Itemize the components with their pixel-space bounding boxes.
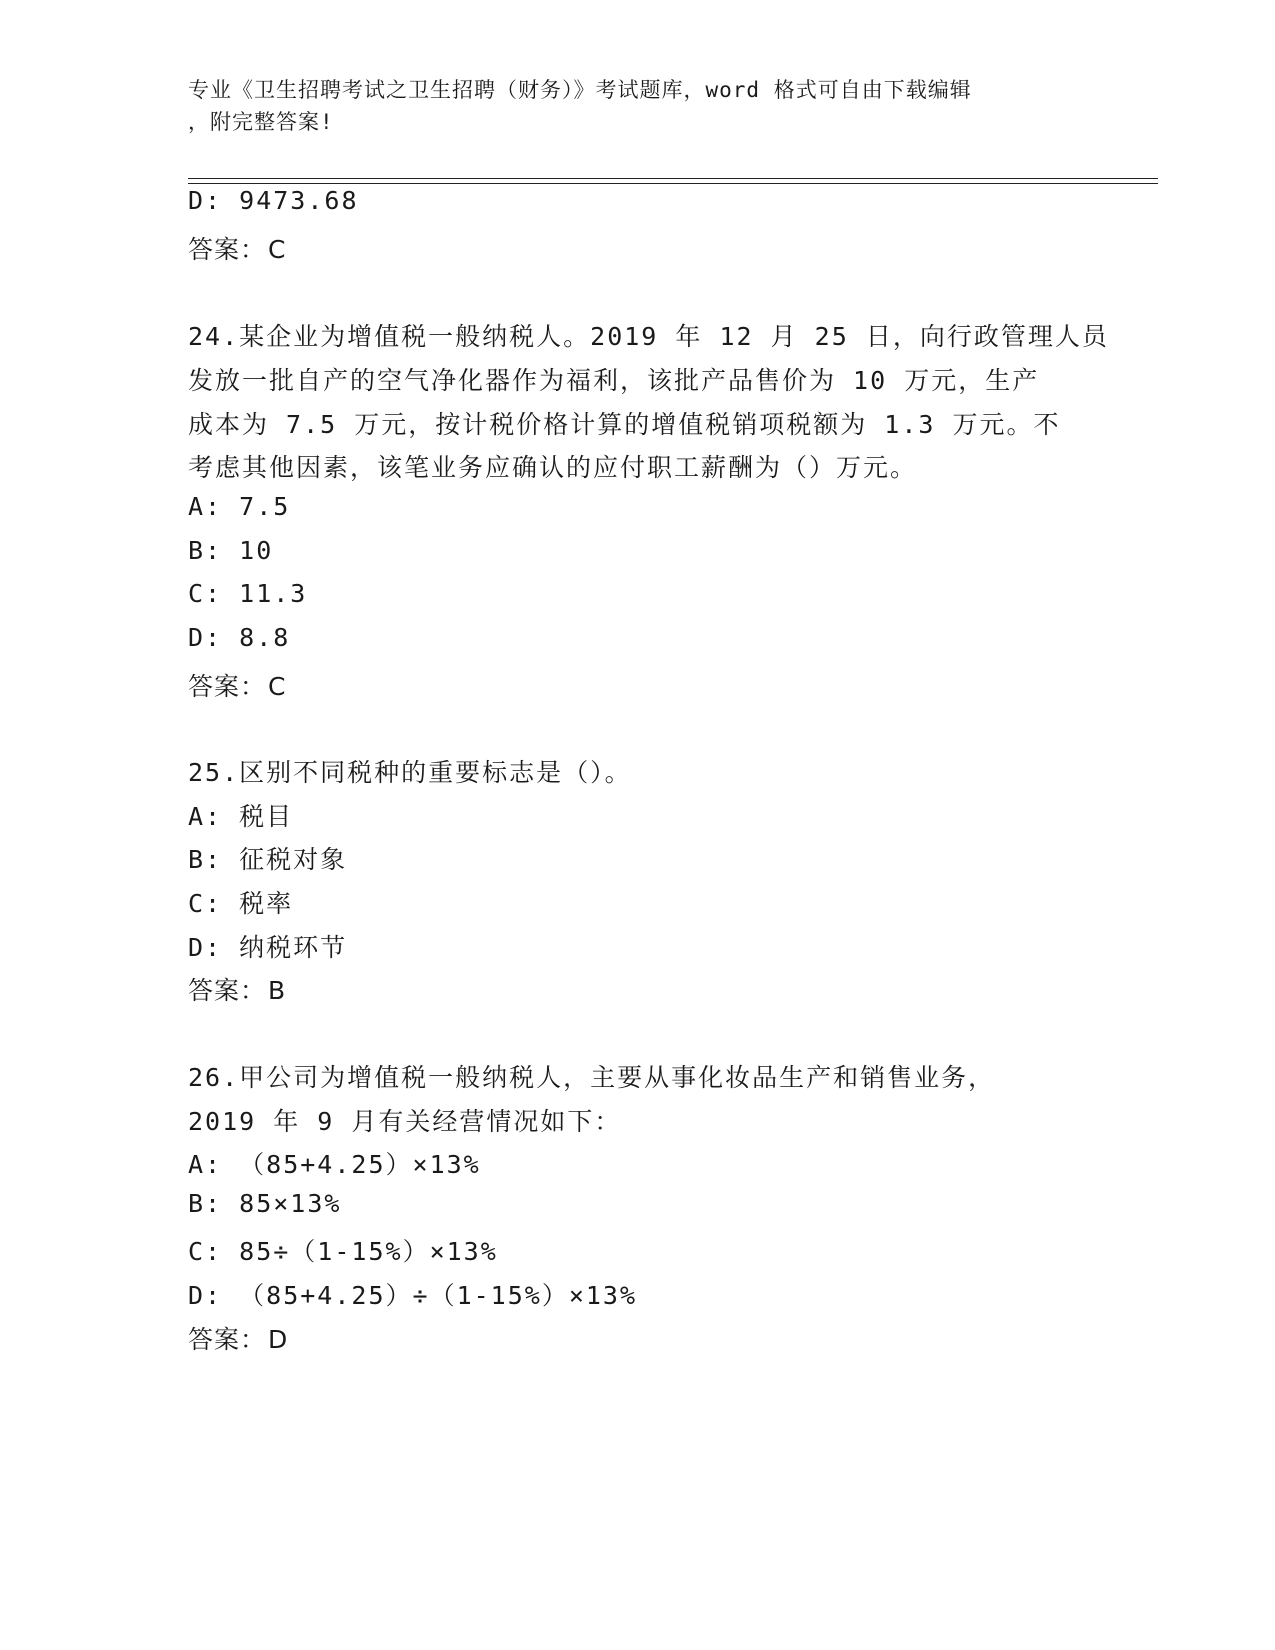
q24-option-d: D: 8.8 xyxy=(188,623,291,652)
q24-option-c: C: 11.3 xyxy=(188,579,308,608)
q24-option-b: B: 10 xyxy=(188,536,274,565)
q24-stem-line-3: 成本为 7.5 万元，按计税价格计算的增值税销项税额为 1.3 万元。不 xyxy=(188,410,1061,439)
q25-option-d: D: 纳税环节 xyxy=(188,933,348,962)
q25-option-c: C: 税率 xyxy=(188,889,294,918)
q26-answer xyxy=(188,1320,288,1356)
q26-option-a: A: （85+4.25）×13% xyxy=(188,1150,481,1179)
q25-stem-line-1: 25.区别不同税种的重要标志是（）。 xyxy=(188,758,632,787)
prev-option-d: D: 9473.68 xyxy=(188,186,359,215)
q24-answer xyxy=(188,667,286,703)
q26-option-b: B: 85×13% xyxy=(188,1189,342,1218)
q26-option-d: D: （85+4.25）÷（1-15%）×13% xyxy=(188,1281,638,1310)
answer-value: B xyxy=(268,976,287,1005)
header-rule-bottom xyxy=(188,183,1158,184)
header-line-1: 专业《卫生招聘考试之卫生招聘（财务）》考试题库，word 格式可自由下载编辑 xyxy=(188,78,972,102)
header-rule-top xyxy=(188,178,1158,179)
q25-answer xyxy=(188,971,286,1007)
q24-stem-line-2: 发放一批自产的空气净化器作为福利，该批产品售价为 10 万元，生产 xyxy=(188,366,1040,395)
q26-stem-line-2: 2019 年 9 月有关经营情况如下： xyxy=(188,1107,622,1136)
q24-stem-line-4: 考虑其他因素，该笔业务应确认的应付职工薪酬为（）万元。 xyxy=(188,453,918,482)
q25-option-a: A: 税目 xyxy=(188,802,294,831)
q24-stem-line-1: 24.某企业为增值税一般纳税人。2019 年 12 月 25 日，向行政管理人员 xyxy=(188,322,1109,351)
answer-value: C xyxy=(268,235,287,264)
answer-label: 答案： xyxy=(188,235,267,264)
q24-option-a: A: 7.5 xyxy=(188,492,291,521)
answer-value: C xyxy=(268,672,287,701)
answer-label: 答案： xyxy=(188,1325,267,1354)
prev-answer xyxy=(188,230,286,266)
answer-label: 答案： xyxy=(188,976,267,1005)
q26-stem-line-1: 26.甲公司为增值税一般纳税人，主要从事化妆品生产和销售业务， xyxy=(188,1063,996,1092)
document-header xyxy=(188,74,1068,138)
q25-option-b: B: 征税对象 xyxy=(188,845,348,874)
q26-option-c: C: 85÷（1-15%）×13% xyxy=(188,1237,498,1266)
answer-label: 答案： xyxy=(188,672,267,701)
answer-value: D xyxy=(268,1325,289,1354)
header-line-2: ，附完整答案! xyxy=(188,110,334,134)
